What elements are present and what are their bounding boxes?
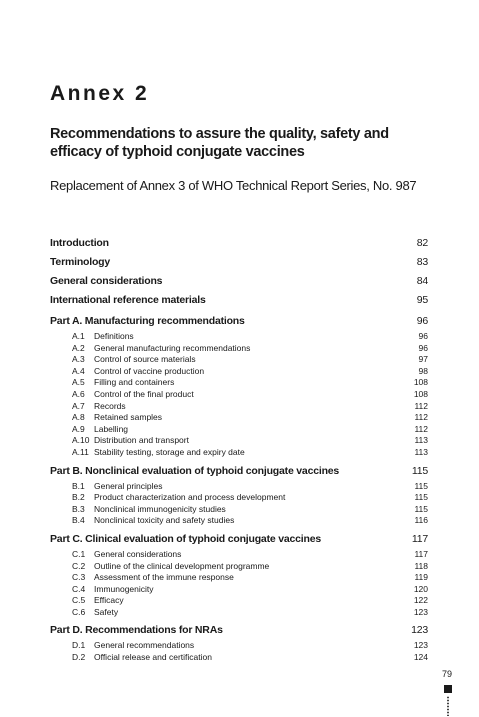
toc-subentry-label: Safety [94, 606, 119, 617]
toc-entry-page: 117 [411, 532, 428, 545]
toc-subentry[interactable] [50, 377, 428, 389]
toc-subentry-label: General principles [94, 480, 163, 491]
toc-subentry-number: B.1 [72, 480, 85, 491]
page-marker-dots [447, 696, 449, 716]
toc-subentry-page: 108 [413, 377, 428, 388]
toc-subentry-label: Control of vaccine production [94, 365, 205, 376]
toc-subentry[interactable] [50, 549, 428, 561]
toc-subentry-label: Official release and certification [94, 652, 212, 663]
toc-subentry-page: 112 [414, 423, 428, 434]
toc-subentry-page: 123 [413, 606, 428, 617]
toc-subentry[interactable] [50, 492, 428, 504]
toc-subentry[interactable] [50, 331, 428, 343]
toc-subentry[interactable] [50, 572, 428, 584]
toc-entry-part-a[interactable] [50, 312, 428, 331]
toc-subentry-number: C.1 [72, 548, 86, 559]
toc-subentry-label: General considerations [94, 548, 182, 559]
toc-subentry-label: Control of source materials [94, 354, 196, 365]
toc-subentry[interactable] [50, 515, 428, 527]
toc-subentry-number: D.1 [72, 640, 86, 651]
toc-subentry-page: 96 [418, 342, 428, 353]
toc-entry-label: Part C. Clinical evaluation of typhoid conjugate vaccines [50, 532, 321, 545]
toc-subentry-page: 112 [414, 412, 428, 423]
toc-entry-part-c[interactable] [50, 530, 428, 549]
toc-subentry-page: 96 [418, 331, 428, 341]
toc-subentry-label: Assessment of the immune response [94, 572, 234, 583]
toc-subentry-label: Efficacy [94, 595, 124, 606]
document-subtitle: Replacement of Annex 3 of WHO Technical Report Series, No. 987 [50, 178, 417, 193]
toc-subentry[interactable] [50, 640, 428, 652]
table-of-contents [50, 234, 428, 664]
toc-subentry-number: A.11 [72, 446, 89, 457]
toc-subentry-page: 117 [414, 548, 428, 559]
toc-subentry[interactable] [50, 343, 428, 355]
toc-subentry-label: Immunogenicity [94, 583, 154, 594]
toc-entry-page: 95 [416, 294, 428, 306]
toc-subentry[interactable] [50, 389, 428, 401]
toc-subentry[interactable] [50, 584, 428, 596]
toc-entry-label: Part D. Recommendations for NRAs [50, 624, 223, 637]
toc-subentry-page: 112 [414, 400, 428, 411]
toc-subentry-number: C.4 [72, 583, 86, 594]
toc-subentry[interactable] [50, 424, 428, 436]
toc-subentry-page: 113 [414, 435, 428, 446]
toc-subentry[interactable] [50, 354, 428, 366]
toc-subentry-label: Control of the final product [94, 388, 194, 399]
toc-subentry-page: 116 [414, 515, 428, 526]
toc-subentry-label: Definitions [94, 331, 134, 341]
toc-subentry-number: A.10 [72, 435, 90, 446]
annex-title: Annex 2 [50, 82, 150, 105]
toc-subentry-label: Filling and containers [94, 377, 175, 388]
toc-subentry-label: Retained samples [94, 412, 163, 423]
toc-subentry-page: 115 [414, 503, 428, 514]
toc-subentry-page: 98 [418, 365, 428, 376]
toc-entry-label: Part B. Nonclinical evaluation of typhoid conjugate vaccines [50, 464, 340, 477]
toc-entry-page: 123 [411, 624, 428, 637]
toc-subentry-label: Stability testing, storage and expiry date [94, 446, 245, 457]
page-number: 79 [442, 669, 453, 679]
toc-subentry-page: 122 [413, 595, 428, 606]
toc-subentry-page: 123 [413, 640, 428, 651]
toc-subentry[interactable] [50, 401, 428, 413]
toc-subentry-page: 120 [413, 583, 428, 594]
toc-subentry-label: Labelling [94, 423, 129, 434]
toc-subentry-page: 97 [418, 354, 428, 365]
toc-entry-label: International reference materials [50, 294, 206, 306]
toc-subentry-number: A.6 [72, 388, 85, 399]
toc-subentry-page: 115 [414, 492, 428, 503]
toc-entry-label: Introduction [50, 237, 109, 249]
page-marker-square [444, 685, 452, 693]
toc-subentry-page: 124 [413, 652, 428, 663]
toc-subentry-number: D.2 [72, 652, 86, 663]
toc-subentry-number: A.9 [72, 423, 85, 434]
toc-subentry[interactable] [50, 435, 428, 447]
toc-subentry-number: C.2 [72, 560, 86, 571]
toc-subentry-label: Distribution and transport [94, 435, 189, 446]
toc-subentry-label: Nonclinical immunogenicity studies [94, 503, 226, 514]
toc-subentry-page: 108 [413, 388, 428, 399]
toc-subentry-number: C.5 [72, 595, 86, 606]
toc-entry-label: Part A. Manufacturing recommendations [50, 315, 245, 327]
toc-subentry[interactable] [50, 481, 428, 493]
toc-entry-part-d[interactable] [50, 621, 428, 640]
toc-entry-label: General considerations [50, 275, 163, 287]
toc-subentry[interactable] [50, 366, 428, 378]
toc-subentry-number: B.3 [72, 503, 85, 514]
document-title: Recommendations to assure the quality, safety and efficacy of typhoid conjugate vaccines [50, 126, 389, 160]
toc-subentry-label: Product characterization and process development [94, 492, 286, 503]
toc-subentry-label: General manufacturing recommendations [94, 342, 251, 353]
toc-subentry-number: A.5 [72, 377, 85, 388]
toc-entry-introduction[interactable] [50, 234, 428, 253]
toc-subentry-number: A.4 [72, 365, 85, 376]
toc-entry-label: Terminology [50, 256, 111, 268]
toc-subentry[interactable] [50, 504, 428, 516]
toc-subentry-label: Nonclinical toxicity and safety studies [94, 515, 235, 526]
toc-subentry-page: 115 [414, 480, 428, 491]
toc-subentry[interactable] [50, 652, 428, 664]
toc-subentry[interactable] [50, 561, 428, 573]
toc-entry-page: 82 [416, 237, 428, 249]
toc-subentry-page: 119 [414, 572, 428, 583]
toc-subentry-page: 113 [414, 446, 428, 457]
toc-entry-page: 115 [411, 464, 428, 477]
toc-entry-page: 96 [416, 315, 428, 327]
toc-subentry-number: A.8 [72, 412, 85, 423]
toc-subentry[interactable] [50, 595, 428, 607]
toc-entry-page: 83 [416, 256, 428, 268]
toc-entry-general-considerations[interactable] [50, 272, 428, 291]
toc-subentry-number: A.7 [72, 400, 85, 411]
toc-subentry[interactable] [50, 447, 428, 459]
toc-subentry-number: A.2 [72, 342, 85, 353]
toc-subentry-number: B.2 [72, 492, 85, 503]
toc-subentry-number: C.3 [72, 572, 86, 583]
toc-subentry-label: Outline of the clinical development programme [94, 560, 270, 571]
toc-subentry[interactable] [50, 412, 428, 424]
toc-subentry-number: A.3 [72, 354, 85, 365]
toc-subentry[interactable] [50, 607, 428, 619]
toc-subentry-label: Records [94, 400, 126, 411]
toc-entry-part-b[interactable] [50, 462, 428, 481]
toc-subentry-number: A.1 [72, 331, 85, 341]
toc-entry-page: 84 [416, 275, 428, 287]
toc-subentry-page: 118 [414, 560, 428, 571]
toc-subentry-label: General recommendations [94, 640, 195, 651]
toc-subentry-number: B.4 [72, 515, 85, 526]
toc-subentry-number: C.6 [72, 606, 86, 617]
toc-entry-terminology[interactable] [50, 253, 428, 272]
toc-entry-international-reference[interactable] [50, 291, 428, 310]
